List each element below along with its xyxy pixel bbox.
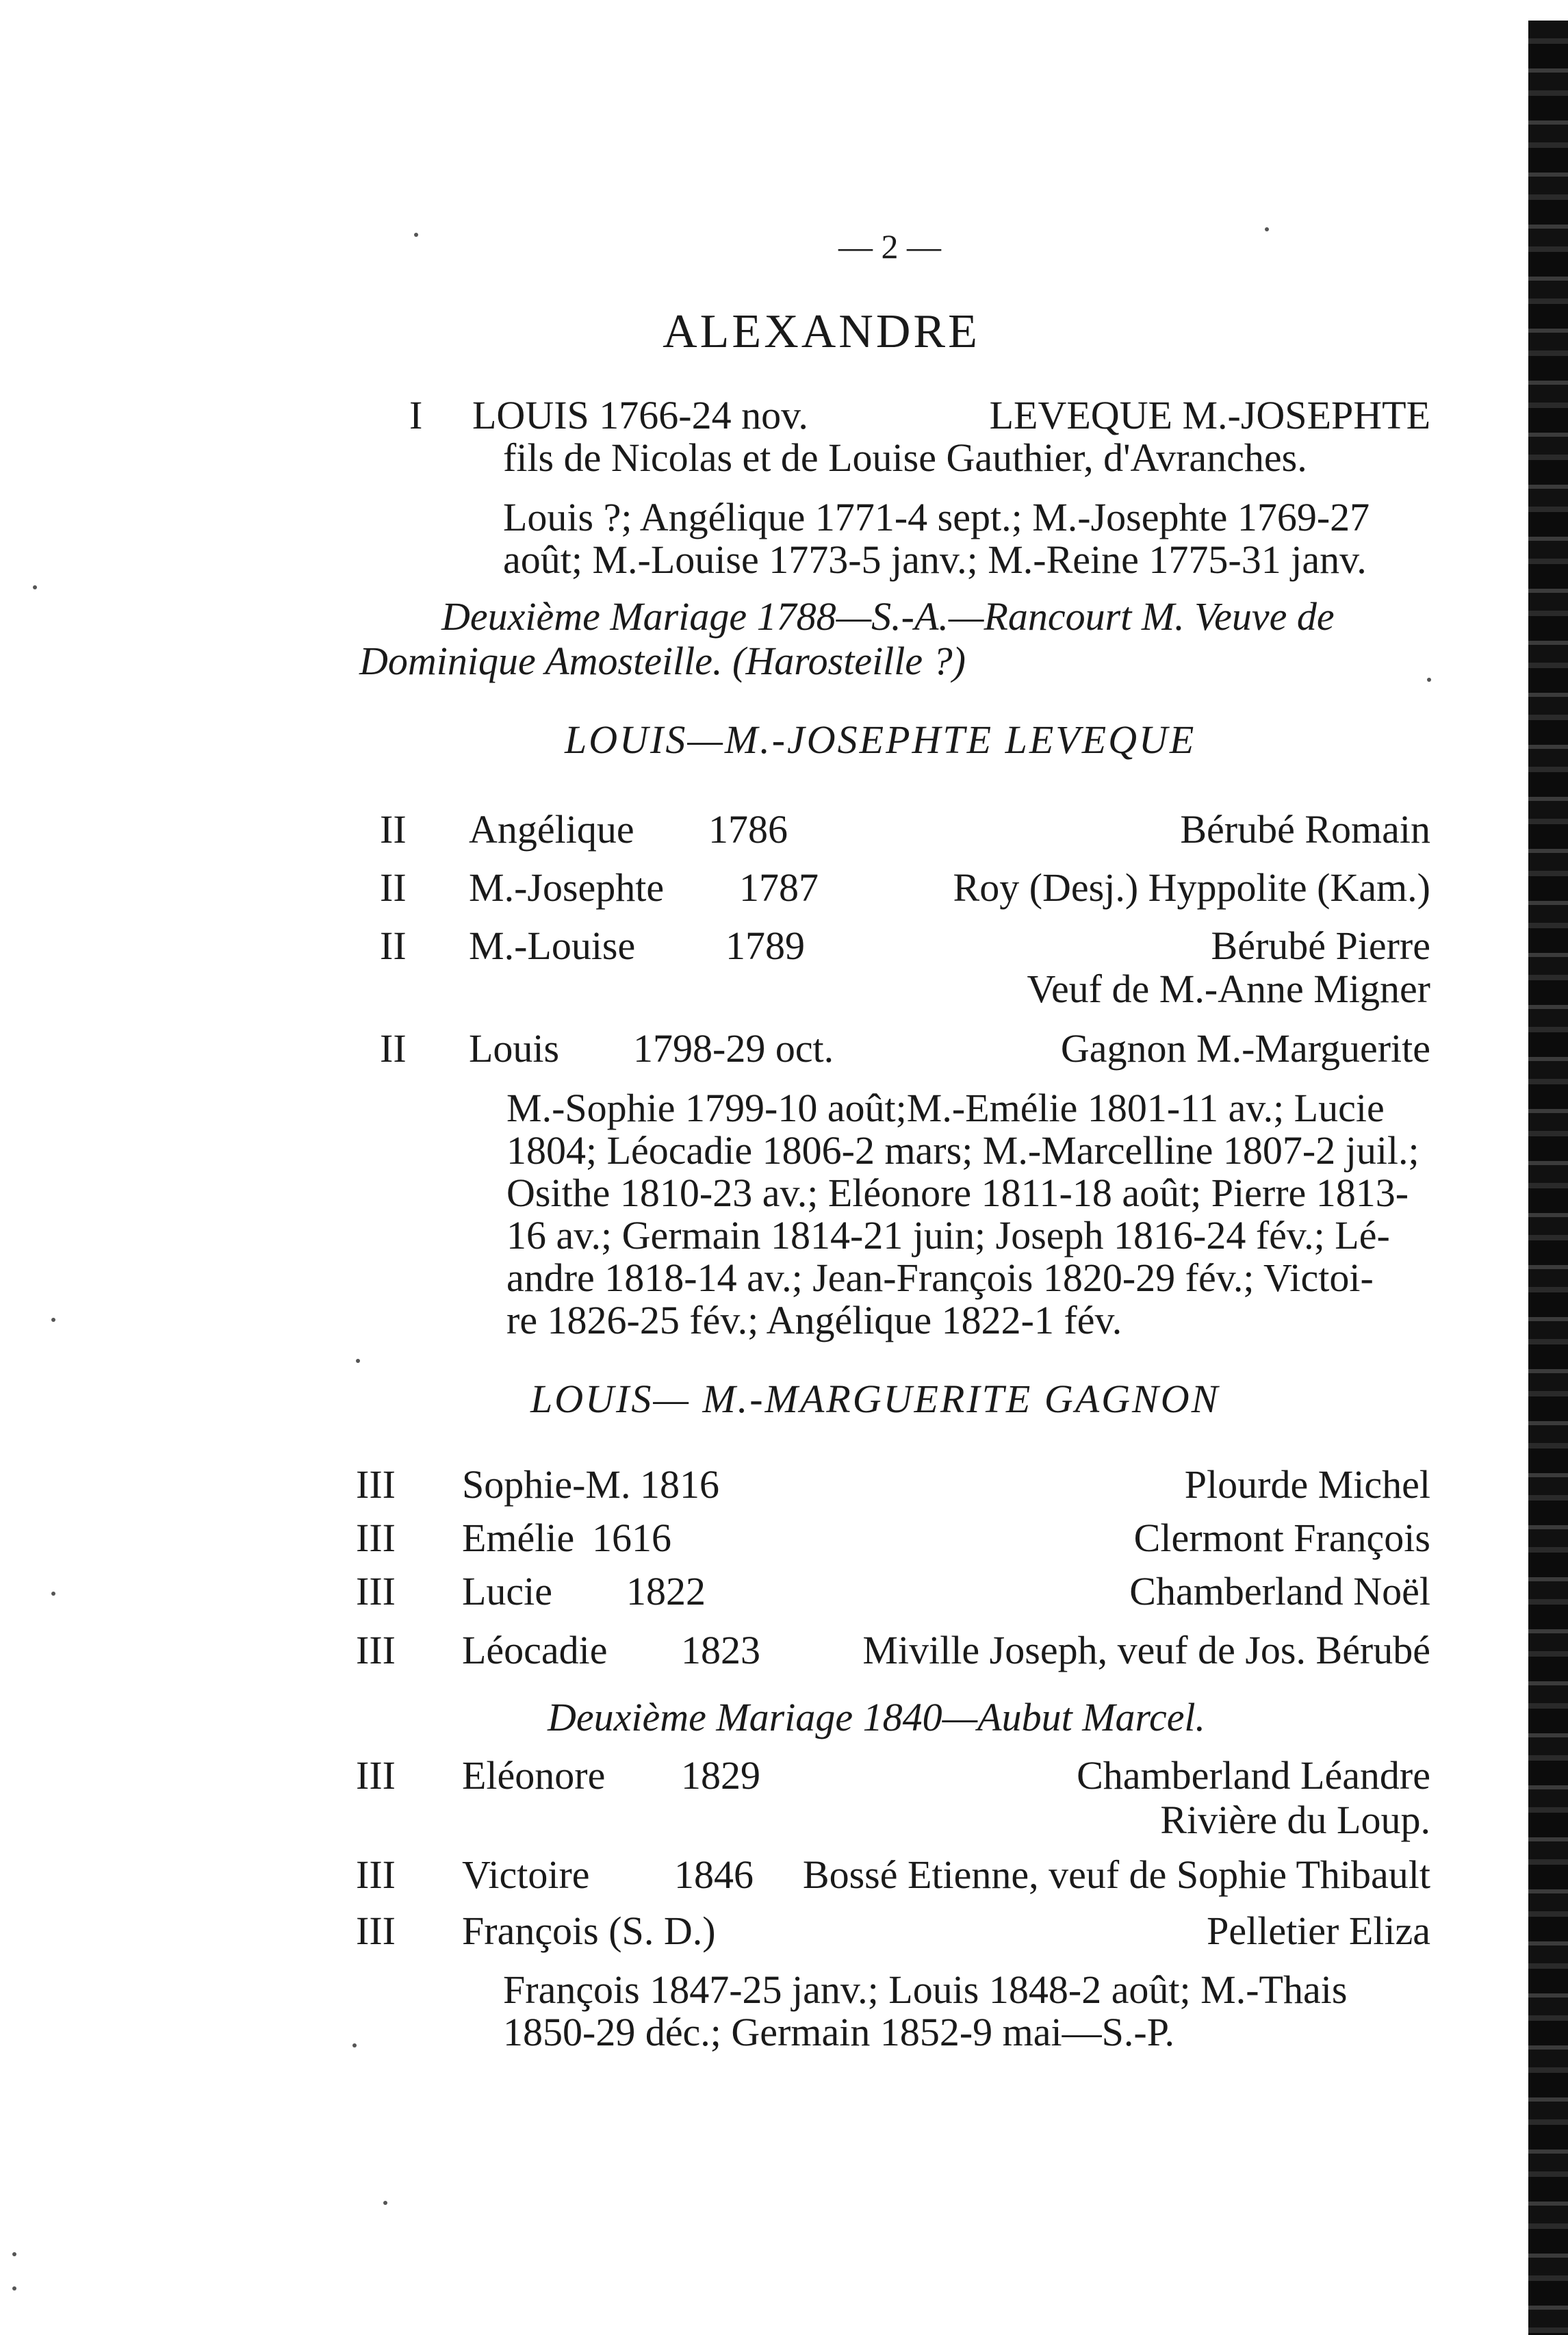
- row-year: 1787: [739, 865, 819, 910]
- scan-speck: [414, 233, 418, 237]
- row-year: 1816: [640, 1462, 719, 1507]
- row-name: Sophie-M.: [462, 1462, 631, 1507]
- husband-entry: LOUIS 1766-24 nov.: [472, 393, 808, 437]
- second-marriage-line-2: Dominique Amosteille. (Harosteille ?): [359, 639, 966, 683]
- second-marriage-line-1: Deuxième Mariage 1788—S.-A.—Rancourt M. Veuve de: [441, 594, 1335, 639]
- scan-speck: [12, 2286, 16, 2291]
- row-spouse: Chamberland Léandre: [1077, 1753, 1430, 1798]
- row-name: M.-Josephte: [469, 865, 665, 910]
- row-generation: III: [356, 1909, 396, 1953]
- scan-speck: [356, 1359, 360, 1363]
- scan-speck: [383, 2201, 387, 2205]
- row-spouse: Bossé Etienne, veuf de Sophie Thibault: [802, 1852, 1430, 1897]
- row-generation: II: [380, 1026, 407, 1071]
- row-spouse: Gagnon M.-Marguerite: [1060, 1026, 1430, 1071]
- spouse-note: Veuf de M.-Anne Migner: [1027, 967, 1430, 1011]
- row-year: 1823: [681, 1628, 760, 1672]
- row-name: François (S. D.): [462, 1909, 716, 1953]
- row-spouse: Bérubé Pierre: [1211, 923, 1430, 968]
- scan-speck: [33, 585, 37, 589]
- scan-speck: [1427, 678, 1431, 682]
- scan-speck: [51, 1318, 55, 1322]
- row-year: 1786: [708, 807, 788, 852]
- children-line: M.-Sophie 1799-10 août;M.-Emélie 1801-11 av.; Lucie: [506, 1086, 1385, 1130]
- page-edge-shadow: [1528, 21, 1568, 2335]
- row-spouse: Pelletier Eliza: [1207, 1909, 1430, 1953]
- row-name: Victoire: [462, 1852, 590, 1897]
- children-line: 1804; Léocadie 1806-2 mars; M.-Marcelline 1807-2 juil.;: [506, 1128, 1419, 1173]
- row-name: Lucie: [462, 1569, 553, 1613]
- row-spouse: Roy (Desj.) Hyppolite (Kam.): [953, 865, 1430, 910]
- row-year: 1846: [674, 1852, 754, 1897]
- generation-label: I: [409, 393, 423, 437]
- row-year: 1829: [681, 1753, 760, 1798]
- row-name: Eléonore: [462, 1753, 606, 1798]
- children-line-1: Louis ?; Angélique 1771-4 sept.; M.-Josephte 1769-27: [503, 495, 1370, 539]
- wife-entry: LEVEQUE M.-JOSEPHTE: [989, 393, 1430, 437]
- row-generation: II: [380, 865, 407, 910]
- row-spouse: Bérubé Romain: [1180, 807, 1430, 852]
- children-line: Osithe 1810-23 av.; Eléonore 1811-18 août; Pierre 1813-: [506, 1171, 1409, 1215]
- row-spouse: Clermont François: [1133, 1516, 1430, 1560]
- children-line: andre 1818-14 av.; Jean-François 1820-29 fév.; Victoi-: [506, 1255, 1374, 1300]
- children-line: François 1847-25 janv.; Louis 1848-2 août; M.-Thais: [503, 1967, 1348, 2012]
- scan-speck: [1265, 227, 1269, 231]
- page-number: — 2 —: [838, 227, 941, 266]
- row-year: 1616: [592, 1516, 671, 1560]
- row-year: 1798-29 oct.: [633, 1026, 834, 1071]
- section-heading-2: LOUIS— M.-MARGUERITE GAGNON: [530, 1377, 1220, 1421]
- row-generation: III: [356, 1516, 396, 1560]
- row-generation: III: [356, 1753, 396, 1798]
- row-generation: III: [356, 1628, 396, 1672]
- row-spouse: Chamberland Noël: [1129, 1569, 1430, 1613]
- scan-speck: [352, 2043, 357, 2047]
- row-generation: II: [380, 807, 407, 852]
- row-generation: III: [356, 1852, 396, 1897]
- row-generation: III: [356, 1569, 396, 1613]
- second-marriage-note: Deuxième Mariage 1840—Aubut Marcel.: [548, 1695, 1206, 1739]
- scan-speck: [12, 2252, 16, 2256]
- row-name: Léocadie: [462, 1628, 608, 1672]
- children-line: 16 av.; Germain 1814-21 juin; Joseph 1816-24 fév.; Lé-: [506, 1213, 1390, 1258]
- scan-speck: [51, 1592, 55, 1596]
- row-generation: II: [380, 923, 407, 968]
- children-line-2: août; M.-Louise 1773-5 janv.; M.-Reine 1775-31 janv.: [503, 537, 1367, 582]
- children-line: 1850-29 déc.; Germain 1852-9 mai—S.-P.: [503, 2010, 1175, 2054]
- parents-line: fils de Nicolas et de Louise Gauthier, d'Avranches.: [503, 435, 1307, 480]
- row-name: M.-Louise: [469, 923, 636, 968]
- page-title: ALEXANDRE: [663, 305, 980, 358]
- section-heading-1: LOUIS—M.-JOSEPHTE LEVEQUE: [565, 717, 1196, 762]
- row-spouse: Miville Joseph, veuf de Jos. Bérubé: [862, 1628, 1430, 1672]
- spouse-place-note: Rivière du Loup.: [1160, 1798, 1430, 1842]
- row-spouse: Plourde Michel: [1184, 1462, 1430, 1507]
- row-name: Angélique: [469, 807, 634, 852]
- row-year: 1789: [725, 923, 805, 968]
- row-generation: III: [356, 1462, 396, 1507]
- children-line: re 1826-25 fév.; Angélique 1822-1 fév.: [506, 1298, 1122, 1342]
- row-year: 1822: [626, 1569, 706, 1613]
- row-name: Louis: [469, 1026, 560, 1071]
- row-name: Emélie: [462, 1516, 575, 1560]
